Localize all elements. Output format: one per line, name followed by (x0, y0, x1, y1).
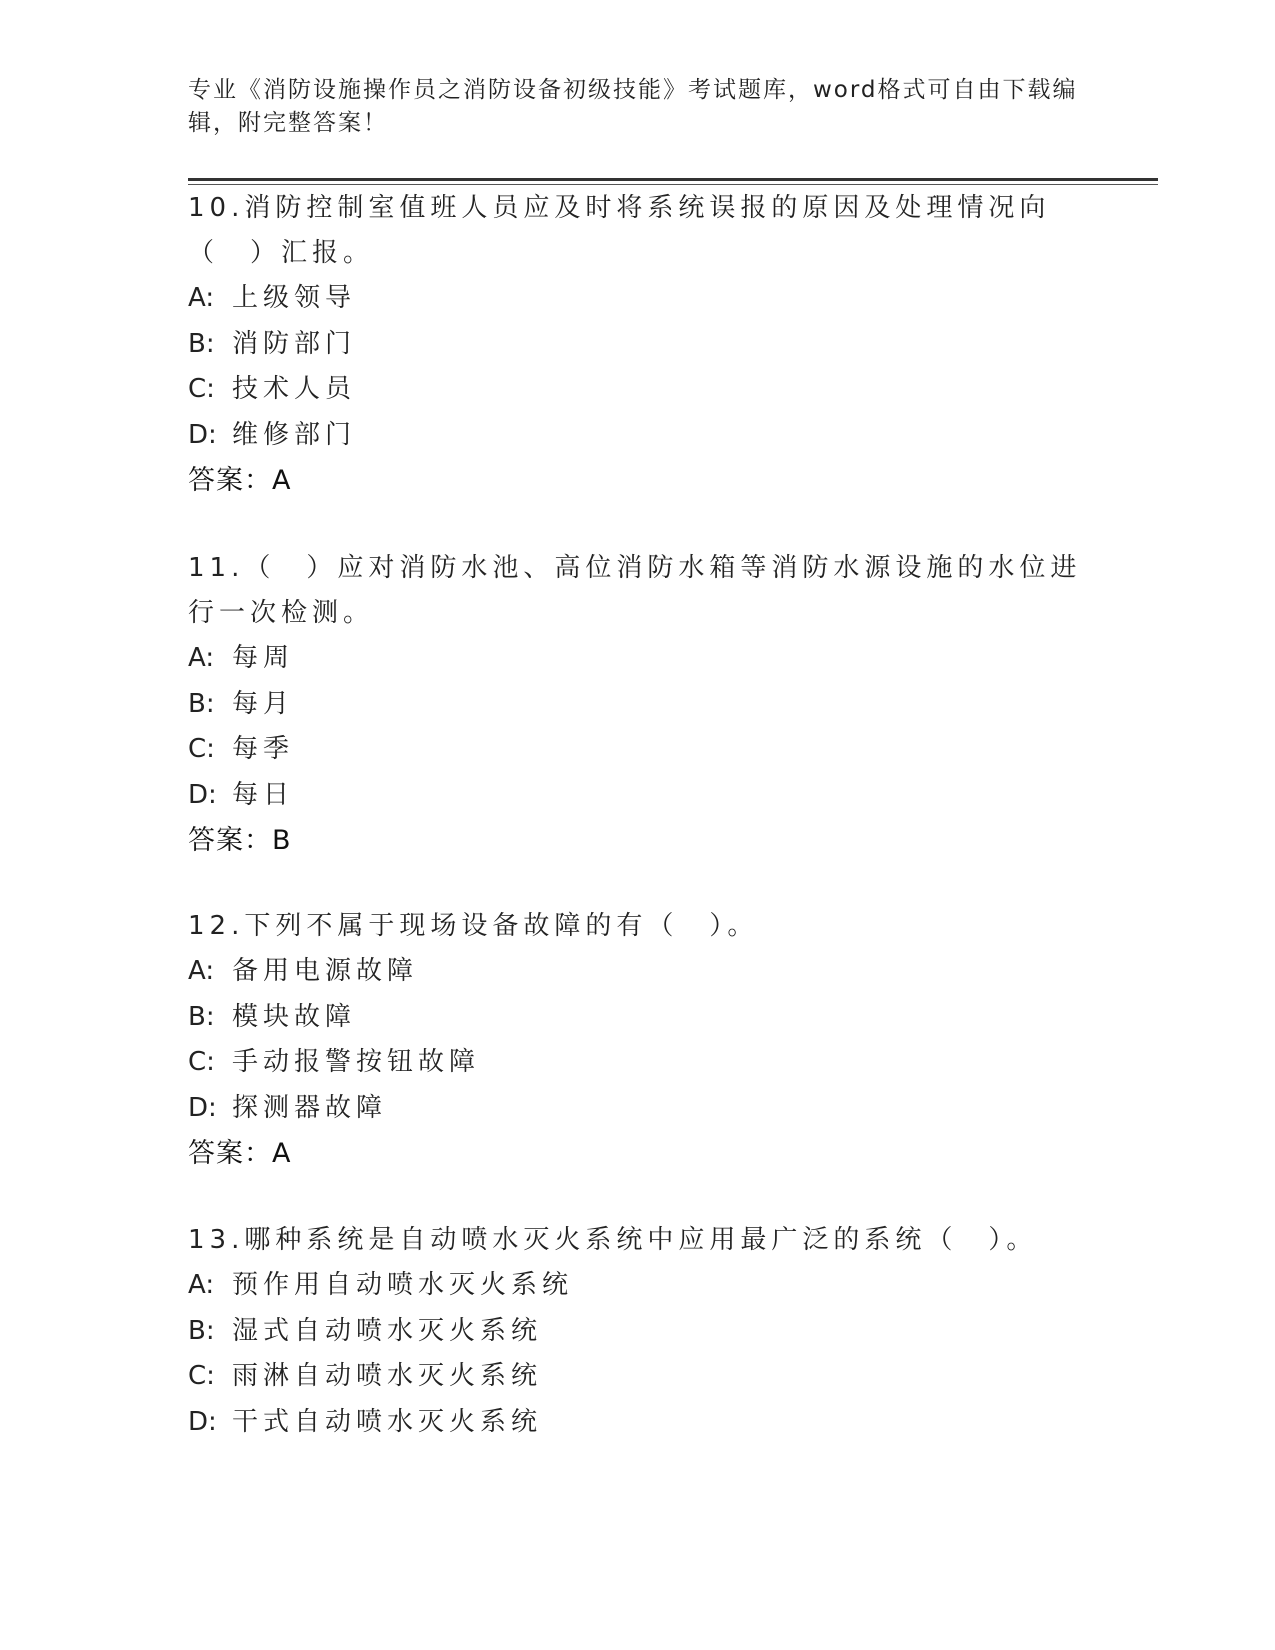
answer-value: A (272, 465, 292, 496)
option-text: 维修部门 (232, 419, 357, 450)
question-text: 10.消防控制室值班人员应及时将系统误报的原因及处理情况向（ ）汇报。 (188, 193, 1051, 268)
option-key: D: (188, 779, 217, 810)
option-key: A: (188, 1270, 215, 1300)
option-key: B: (188, 688, 215, 719)
header-divider-thin (188, 184, 1158, 185)
option-key: A: (188, 283, 215, 313)
option-d (188, 773, 1088, 819)
question-text: 13.哪种系统是自动喷水灭火系统中应用最广泛的系统（ ）。 (188, 1225, 1038, 1255)
option-key: D: (188, 419, 217, 450)
option-d (188, 1086, 1088, 1132)
option-key: B: (188, 328, 215, 359)
option-key: D: (188, 1406, 217, 1437)
option-b (188, 995, 1088, 1041)
option-text: 技术人员 (232, 374, 357, 404)
answer-line (188, 1131, 1088, 1177)
option-key: B: (188, 1315, 215, 1346)
option-text: 雨淋自动喷水灭火系统 (232, 1361, 543, 1391)
option-key: B: (188, 1001, 215, 1032)
option-c (188, 1040, 1088, 1086)
option-text: 上级领导 (232, 283, 357, 313)
option-key: A: (188, 956, 215, 986)
option-text: 探测器故障 (232, 1092, 388, 1123)
question-10 (188, 186, 1088, 504)
option-text: 预作用自动喷水灭火系统 (232, 1270, 574, 1300)
option-d (188, 413, 1088, 459)
option-text: 模块故障 (232, 1001, 357, 1032)
question-12 (188, 904, 1088, 1177)
option-text: 手动报警按钮故障 (232, 1047, 481, 1077)
header-divider-thick (188, 178, 1158, 181)
question-11 (188, 546, 1088, 864)
answer-label: 答案： (188, 825, 272, 856)
option-text: 每周 (232, 643, 295, 673)
option-key: C: (188, 1047, 215, 1077)
option-a (188, 276, 1088, 322)
option-key: A: (188, 643, 215, 673)
answer-line (188, 458, 1088, 504)
answer-line (188, 818, 1088, 864)
option-b (188, 322, 1088, 368)
question-text: 12.下列不属于现场设备故障的有（ ）。 (188, 911, 759, 941)
option-b (188, 682, 1088, 728)
option-c (188, 727, 1088, 773)
option-a (188, 1263, 1088, 1309)
option-text: 干式自动喷水灭火系统 (232, 1406, 543, 1437)
option-text: 消防部门 (232, 328, 357, 359)
option-text: 每月 (232, 688, 295, 719)
answer-value: B (272, 825, 292, 856)
answer-label: 答案： (188, 465, 272, 496)
option-key: C: (188, 734, 215, 764)
question-text: 11.（ ）应对消防水池、高位消防水箱等消防水源设施的水位进行一次检测。 (188, 553, 1082, 628)
option-key: C: (188, 374, 215, 404)
option-text: 每日 (232, 779, 295, 810)
option-c (188, 1354, 1088, 1400)
option-key: D: (188, 1092, 217, 1123)
option-text: 每季 (232, 734, 295, 764)
option-a (188, 636, 1088, 682)
option-c (188, 367, 1088, 413)
answer-value: A (272, 1138, 292, 1169)
option-a (188, 949, 1088, 995)
document-header: 专业《消防设施操作员之消防设备初级技能》考试题库，word格式可自由下载编辑，附完整答案！ (188, 77, 1078, 136)
option-text: 备用电源故障 (232, 956, 419, 986)
question-13 (188, 1218, 1088, 1445)
option-key: C: (188, 1361, 215, 1391)
answer-label: 答案： (188, 1138, 272, 1169)
option-text: 湿式自动喷水灭火系统 (232, 1315, 543, 1346)
option-d (188, 1400, 1088, 1446)
option-b (188, 1309, 1088, 1355)
